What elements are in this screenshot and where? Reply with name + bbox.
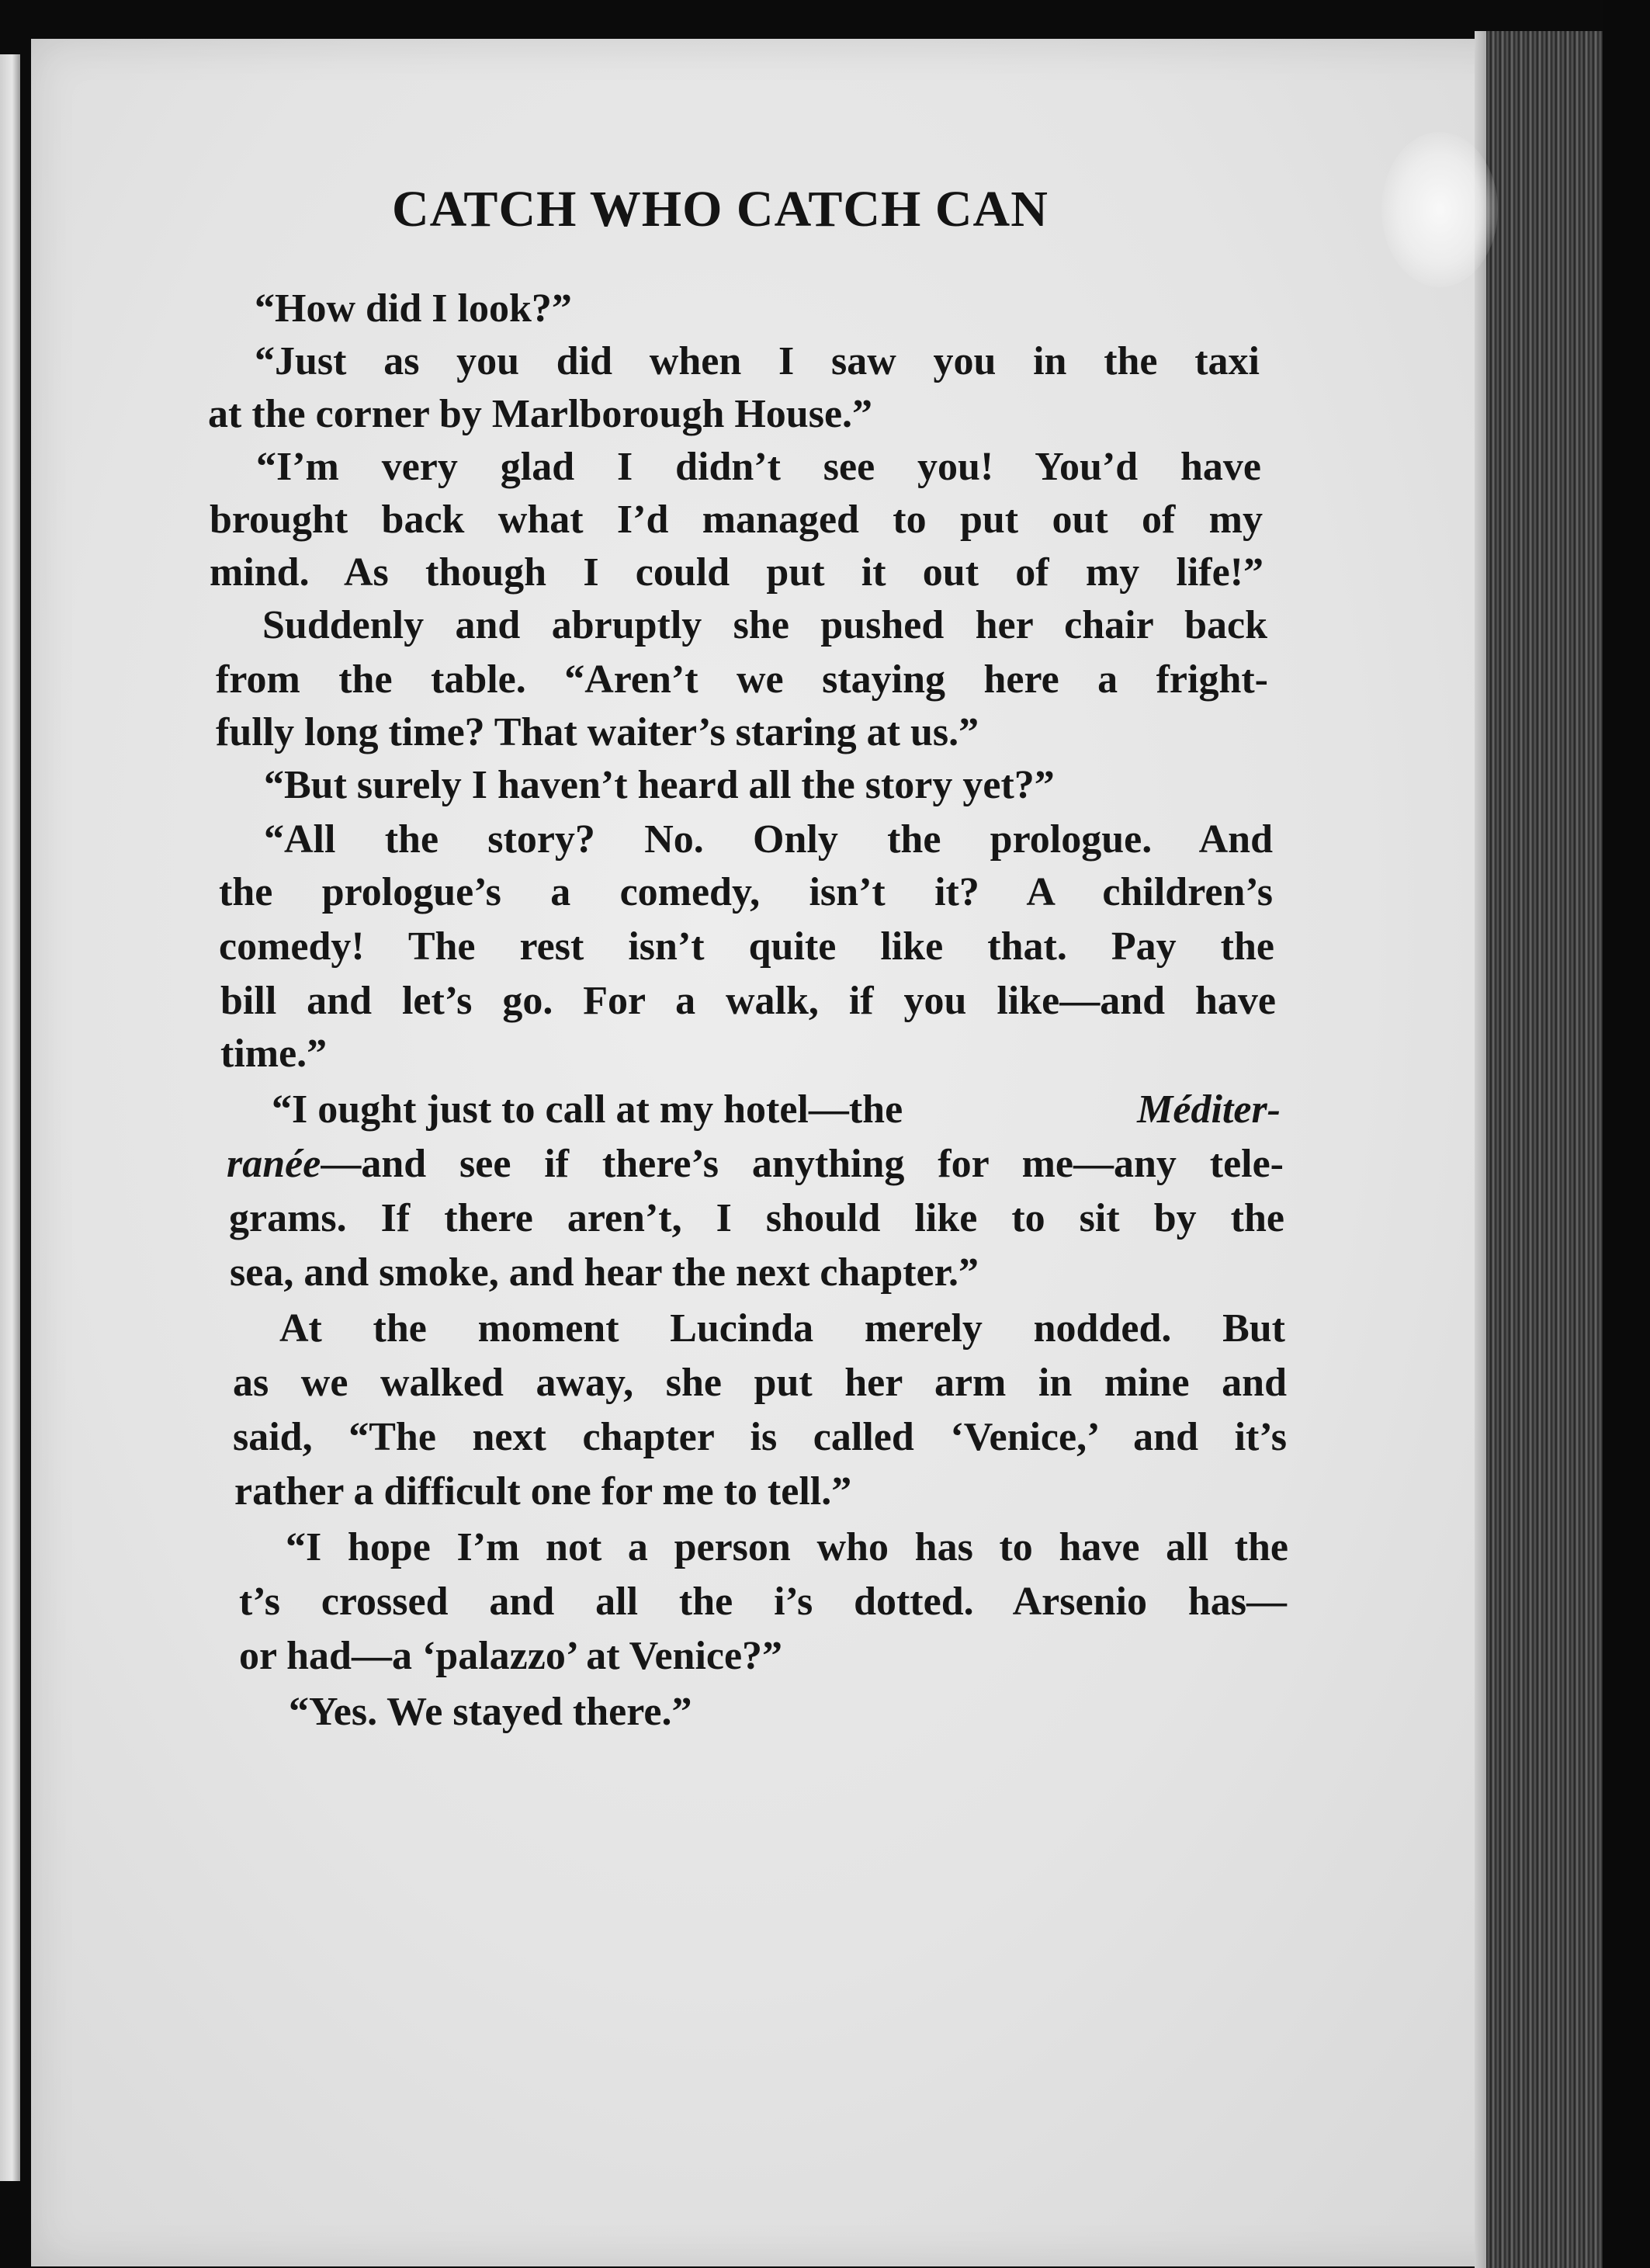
text-line-segment: “I ought just to call at my hotel—the [272, 1087, 913, 1132]
text-line: fully long time? That waiter’s staring at us.” [216, 710, 979, 754]
text-line: said, “The next chapter is called ‘Venice,’ and it’s [233, 1415, 1287, 1459]
text-line: sea, and smoke, and hear the next chapter.” [230, 1250, 979, 1295]
text-line: “I’m very glad I didn’t see you! You’d have [256, 445, 1261, 489]
text-line: from the table. “Aren’t we staying here a fright- [216, 657, 1268, 702]
italic-word: Méditer- [1137, 1087, 1281, 1132]
text-line: grams. If there aren’t, I should like to sit by the [229, 1196, 1284, 1240]
text-line: “Just as you did when I saw you in the taxi [255, 339, 1260, 383]
text-line: “I hope I’m not a person who has to have all the [286, 1525, 1288, 1569]
text-line: “But surely I haven’t heard all the story yet?” [264, 763, 1055, 807]
running-header: CATCH WHO CATCH CAN [392, 181, 1049, 238]
italic-word: ranée [227, 1142, 321, 1186]
text-line: mind. As though I could put it out of my life!” [210, 550, 1263, 595]
text-line: Suddenly and abruptly she pushed her chair back [262, 603, 1267, 647]
text-line: “Yes. We stayed there.” [289, 1690, 692, 1734]
text-line: “How did I look?” [255, 286, 572, 331]
text-line: as we walked away, she put her arm in mine and [233, 1361, 1287, 1405]
text-line: comedy! The rest isn’t quite like that. Pay the [219, 924, 1274, 969]
text-line: at the corner by Marlborough House.” [208, 392, 873, 436]
text-line: time.” [220, 1032, 328, 1076]
text-line [272, 1087, 1281, 1133]
text-line: brought back what I’d managed to put out of my [210, 498, 1263, 542]
text-line: rather a difficult one for me to tell.” [234, 1469, 852, 1514]
text-line: bill and let’s go. For a walk, if you like—and have [220, 979, 1276, 1023]
text-line: “All the story? No. Only the prologue. And [264, 817, 1273, 862]
text-line: the prologue’s a comedy, isn’t it? A children’s [219, 870, 1273, 914]
text-line: or had—a ‘palazzo’ at Venice?” [239, 1634, 783, 1678]
text-line-segment: —and see if there’s anything for me—any tele- [321, 1142, 1284, 1186]
text-line [227, 1141, 1284, 1188]
text-line: At the moment Lucinda merely nodded. But [279, 1306, 1285, 1351]
text-line: t’s crossed and all the i’s dotted. Arsenio has— [239, 1580, 1287, 1624]
